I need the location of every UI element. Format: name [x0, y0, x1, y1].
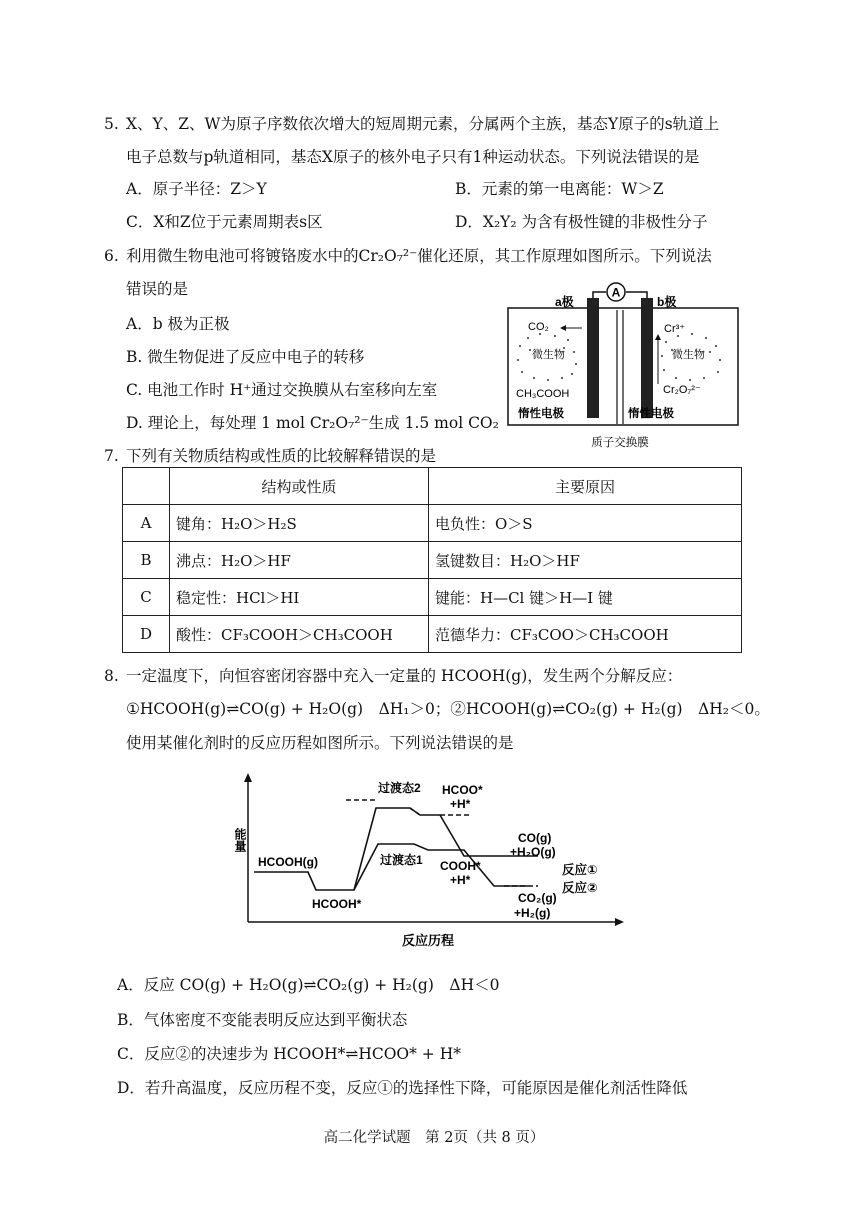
q6-number: 6.	[104, 247, 119, 265]
table-cell: 电负性：O＞S	[429, 505, 742, 542]
table-cell: 氢键数目：H₂O＞HF	[429, 542, 742, 579]
h-star-label-1: +H*	[450, 797, 471, 811]
table-header-row	[123, 468, 742, 505]
ts2-label: 过渡态2	[378, 781, 421, 795]
co-g-label: CO(g)	[518, 831, 552, 845]
table-cell: 沸点：H₂O＞HF	[170, 542, 429, 579]
q7-stem-text: 下列有关物质结构或性质的比较解释错误的是	[126, 447, 437, 465]
q8-stem-line1: 一定温度下，向恒容密闭容器中充入一定量的 HCOOH(g)，发生两个分解反应：	[126, 667, 683, 685]
q7-table	[122, 467, 742, 653]
q8-energy-profile	[228, 770, 628, 960]
q8-option-b: B．气体密度不变能表明反应达到平衡状态	[117, 1011, 408, 1029]
b-electrode	[641, 298, 653, 418]
q5-stem-line2: 电子总数与p轨道相同，基态X原子的核外电子只有1种运动状态。下列说法错误的是	[126, 148, 700, 166]
table-row	[123, 542, 742, 579]
ts1-label: 过渡态1	[380, 853, 423, 867]
table-cell: A	[123, 505, 170, 542]
left-microbe-label: 微生物	[532, 349, 565, 361]
right-electrode-label: 惰性电极	[628, 408, 674, 420]
q8-option-c: C．反应②的决速步为 HCOOH*⇌HCOO* + H*	[117, 1045, 461, 1063]
q8-stem-line3: 使用某催化剂时的反应历程如图所示。下列说法错误的是	[126, 734, 514, 752]
table-cell: D	[123, 616, 170, 653]
table-cell: C	[123, 579, 170, 616]
a-electrode	[587, 298, 599, 418]
table-header-cell	[123, 468, 170, 505]
table-cell: 键能：H—Cl 键＞H—I 键	[429, 579, 742, 616]
table-header-cell: 主要原因	[429, 468, 742, 505]
table-row	[123, 616, 742, 653]
q7-number: 7.	[104, 447, 119, 465]
reaction2-label: 反应②	[562, 881, 598, 895]
q5-option-a: A．原子半径：Z＞Y	[126, 180, 267, 198]
q5-option-c: C．X和Z位于元素周期表s区	[126, 213, 323, 231]
page-footer: 高二化学试题 第 2页（共 8 页）	[323, 1130, 545, 1146]
co2-g-label: CO₂(g)	[518, 891, 557, 905]
q6-option-b: B. 微生物促进了反应中电子的转移	[126, 348, 365, 366]
q5-number: 5.	[104, 115, 119, 133]
q6-stem-line1: 利用微生物电池可将镀铬废水中的Cr₂O₇²⁻催化还原，其工作原理如图所示。下列说法	[126, 247, 712, 265]
q6-option-a: A．b 极为正极	[126, 315, 230, 333]
q5-stem-line1: X、Y、Z、W为原子序数依次增大的短周期元素，分属两个主族，基态Y原子的s轨道上	[126, 115, 720, 133]
membrane-label: 质子交换膜	[591, 437, 649, 449]
hcoo-star-label: HCOO*	[442, 783, 483, 797]
right-microbe-label: 微生物	[672, 349, 705, 361]
q5-option-d: D．X₂Y₂ 为含有极性键的非极性分子	[455, 213, 708, 231]
h2o-g-label: +H₂O(g)	[510, 845, 556, 859]
a-electrode-label: a极	[555, 295, 574, 309]
table-cell: B	[123, 542, 170, 579]
q6-cell-diagram	[500, 276, 750, 456]
table-cell: 稳定性：HCl＞HI	[170, 579, 429, 616]
x-axis-label: 反应历程	[401, 933, 455, 948]
q8-stem	[104, 665, 682, 687]
q6-stem-line2: 错误的是	[126, 280, 189, 298]
right-bottom-species: Cr₂O₇²⁻	[663, 384, 701, 396]
q5-option-b: B．元素的第一电离能：W＞Z	[455, 180, 664, 198]
table-cell: 键角：H₂O＞H₂S	[170, 505, 429, 542]
table-cell: 酸性：CF₃COOH＞CH₃COOH	[170, 616, 429, 653]
hcooh-star-label: HCOOH*	[312, 897, 362, 911]
left-bottom-species: CH₃COOH	[516, 388, 570, 400]
y-axis-label: 能量	[233, 828, 247, 852]
table-row	[123, 579, 742, 616]
cooh-star-label: COOH*	[440, 859, 481, 873]
q8-number: 8.	[104, 667, 119, 685]
q7-stem	[104, 445, 436, 467]
left-top-species: CO₂	[528, 321, 549, 333]
reaction1-label: 反应①	[562, 863, 598, 877]
h-star-label-2: +H*	[450, 873, 471, 887]
ammeter-label: A	[611, 285, 621, 300]
right-top-species: Cr³⁺	[664, 323, 686, 335]
hcooh-g-label: HCOOH(g)	[258, 855, 318, 869]
q6-option-d: D. 理论上，每处理 1 mol Cr₂O₇²⁻生成 1.5 mol CO₂	[126, 414, 499, 432]
h2-g-label: +H₂(g)	[514, 906, 551, 920]
q8-stem-line2: ①HCOOH(g)⇌CO(g) + H₂O(g) ΔH₁＞0；②HCOOH(g)⇌CO₂(g) + H₂(g) ΔH₂＜0。	[126, 700, 770, 718]
table-header-cell: 结构或性质	[170, 468, 429, 505]
q6-stem	[104, 245, 712, 267]
q8-option-d: D．若升高温度，反应历程不变，反应①的选择性下降，可能原因是催化剂活性降低	[117, 1079, 688, 1097]
b-electrode-label: b极	[657, 295, 677, 309]
left-electrode-label: 惰性电极	[518, 408, 564, 420]
table-row	[123, 505, 742, 542]
q8-option-a: A．反应 CO(g) + H₂O(g)⇌CO₂(g) + H₂(g) ΔH＜0	[117, 976, 500, 994]
table-cell: 范德华力：CF₃COO＞CH₃COOH	[429, 616, 742, 653]
q6-option-c: C. 电池工作时 H⁺通过交换膜从右室移向左室	[126, 381, 438, 399]
q5-stem	[104, 113, 719, 135]
